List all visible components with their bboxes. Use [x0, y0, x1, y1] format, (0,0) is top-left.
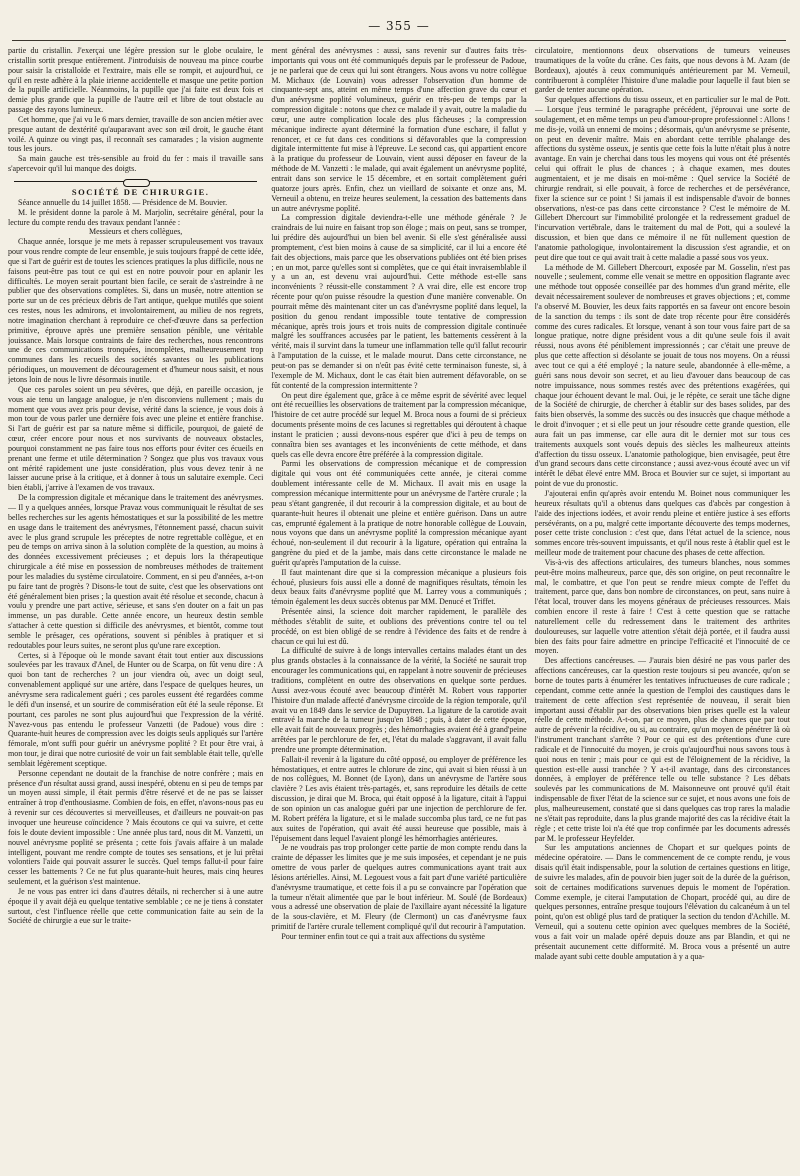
paragraph: Sur les amputations anciennes de Chopart et sur quelques points de médecine opératoire. — Dans le commencement de ce compte rendu, je vous disais qu'il était indispensable, pour la solution de certaines questions en litige, de suivre les malades, afin de pouvoir bien juger soit de la durée de la guérison, soit de certaines modifications survenues depuis le moment de l'opération. Comme exemple, je citerai l'amputation de Chopart, procédé qui, au dire de quelques personnes, entraîne presque toujours l'élévation du calcanéum à un tel point, qu'on est obligé plus tard de pratiquer la section du tendon d'Achille. M. Verneuil, qui a soutenu cette opinion avec quelques membres de la Société, vous a fait voir un malade opéré depuis douze ans par Blandin, et qui ne présentait aucunement cette difformité. M. Broca vous a présenté un autre malade ayant subi cette double amputation à y a qua-: [534, 843, 790, 961]
page-header: [12, 12, 786, 41]
session-line: Séance annuelle du 14 juillet 1858. — Présidence de M. Bouvier.: [18, 197, 228, 207]
page-number: — 355 —: [368, 19, 430, 33]
paragraph: La difficulté de suivre à de longs intervalles certains malades étant un des plus grands obstacles à la connaissance de la vérité, la Société ne saurait trop encourager les communications qui, en rappelant à notre souvenir de précieuses traditions, complètent en outre des observations en quelque sorte perdues. Aussi avez-vous écouté avec beaucoup d'intérêt M. Robert vous rapporter l'histoire d'un malade affecté d'anévrysme circoïde de la région temporale, qu'il avait vu en 1849 dans le service de Dupuytren. La ligature de la carotide avait entravé la marche de la tumeur jusqu'en 1848 ; puis, à dater de cette époque, elle avait fait de nouveaux progrès ; des hémorrhagies avaient été à grand'peine arrêtées par le perchlorure de fer, et, l'état du malade s'aggravant, il avait fallu prendre une prompte détermination.: [271, 646, 527, 754]
paragraph: Il faut maintenant dire que si la compression mécanique a plusieurs fois échoué, plusieurs fois aussi elle a donné de magnifiques résultats, témoin les deux beaux faits d'anévrysme poplité que M. Larrey vous a communiqués ; témoin également les deux succès obtenus par MM. Denucé et Triffet.: [271, 567, 527, 607]
section-title: SOCIÉTÉ DE CHIRURGIE.: [71, 186, 210, 197]
paragraph: M. le président donne la parole à M. Marjolin, secrétaire général, pour la lecture du compte rendu des travaux pendant l'année :: [8, 207, 264, 227]
column-2: [271, 46, 526, 1170]
paragraph: Chaque année, lorsque je me mets à repasser scrupuleusement vos travaux pour vous rendre compte de leur ensemble, je suis toujours frappé de cette idée, que si l'art de guérir est de toutes les sciences pratiques la plus difficile, nous ne faisons peut-être pas tout ce qui est en notre pouvoir pour en aplanir les difficultés. Le moyen serait pourtant bien facile, ce serait de s'astreindre à ne publier que des observations complètes. Si, dans un musée, notre attention se porte sur un de ces précieux débris de l'art antique, quelque mutilés que soient ces restes, nous les admirons, et involontairement, au milieu de nos regrets, notre imagination cherchant à reproduire ce chef-d'œuvre dans sa perfection primitive, éprouve après une première sensation pénible, une véritable jouissance. Mais lorsque contraints de faire des recherches, nous rencontrons une de ces communications tronquées, incomplètes, malheureusement trop communes dans les recueils des sociétés savantes ou les publications périodiques, un mouvement de découragement et d'humeur nous saisit, et nous jetons loin de nous le livre désormais inutile.: [8, 237, 264, 384]
paragraph: Que ces paroles soient un peu sévères, que déjà, en pareille occasion, je vous aie tenu un langage analogue, je n'en disconviens nullement ; mais du moment que vous avez pris pour devise, vérité dans la science, je vous dois à mon tour de vous parler une dernière fois avec une pleine et entière franchise. Si l'art de guérir est par sa nature même si difficile, pourquoi, de gaieté de cœur, créer encore pour nous et nos survivants de nouveaux obstacles, pourquoi constamment ne pas faire tous nos efforts pour éviter ces écueils en prenant une ferme et utile détermination ? Songez que plus vos travaux vous ont mérité rapidement une juste considération, plus vous devez tenir à ne laisser aucune prise à la critique, et à donner à tous un salutaire exemple. Ceci bien établi, j'arrive à l'examen de vos travaux.: [8, 384, 264, 493]
paragraph: Présentée ainsi, la science doit marcher rapidement, le parallèle des méthodes s'établit de suite, et oublions des préventions contre tel ou tel procédé, on est bien obligé de se rendre à l'évidence des faits et de rendre à chacun ce qui lui est dû.: [271, 607, 527, 646]
paragraph: partie du cristallin. J'exerçai une légère pression sur le globe oculaire, le cristallin sortit presque entièrement. J'introduisis de nouveau ma pince courbe pour saisir la cristalloïde et l'extraire, mais elle se rompit, et aujourd'hui, ce qu'il en reste adhère à la plaie irienne accidentelle et masque une petite portion de la pupille artificielle. Néanmoins, la pupille que j'ai faite est deux fois et demie plus grande que la pupille de l'autre œil et libre de tout obstacle au passage des rayons lumineux.: [8, 46, 264, 115]
paragraph: Certes, si à l'époque où le monde savant était tout entier aux discussions soulevées par les travaux d'Anel, de Hunter ou de Scarpa, on fût venu dire : A quoi bon tant de recherches ? un jour viendra où, avec un doigt seul, convenablement appliqué sur une artère, dans l'espace de quelques heures, un anévrysme sera radicalement guéri ; ces paroles eussent été regardées comme le défi d'un insensé, et un sourire de commisération eût été la seule réponse. Et pourtant, ces paroles ne sont plus aujourd'hui que l'expression de la vérité. N'avez-vous pas entendu le professeur Vanzetti (de Padoue) vous dire : Quarante-huit heures de compression avec les doigts seuls appliqués sur l'artère fémorale, m'ont suffi pour guérir un anévrysme poplité ? Et pour être vrai, à mon tour, je dirai que notre curiosité de voir un fait semblable était telle, qu'elle semblait légèrement sceptique.: [8, 650, 264, 768]
paragraph: ment général des anévrysmes : aussi, sans revenir sur d'autres faits très-importants qui vous ont été communiqués depuis par le professeur de Padoue, je ne parlerai que de ceux qui lui sont étrangers. Nous avons vu notre collègue M. Michaux (de Louvain) vous adresser l'observation d'un homme de cinquante-sept ans, atteint en même temps d'une affection grave du cœur et d'un anévrysme poplité volumineux, guérir en très-peu de temps par la compression digitale : notons que chez ce malade il y avait, outre la maladie du cœur, une autre complication locale des plus fâcheuses ; la compression mécanique indirecte ayant déterminé la formation d'une eschare, il fallut y renoncer, et ce fut dans ces conditions si défavorables que la compression digitale intermittente fut mise à l'épreuve. Le second cas, qui appartient encore à la pratique du professeur de Louvain, vient aussi déposer en faveur de la méthode de M. Vanzetti : le malade, qui avait également un anévrysme poplité, entrait dans son service le 15 décembre, et en sortait complètement guéri quatorze jours après. Enfin, chez un vieillard de soixante et onze ans, M. Verneuil a obtenu, en treize heures seulement, la cessation des battements dans un autre anévrysme poplité.: [271, 46, 527, 213]
paragraph: La compression digitale deviendra-t-elle une méthode générale ? Je craindrais de lui nuire en faisant trop son éloge ; mais on peut, sans se tromper, lui prédire dès aujourd'hui un bien bel avenir. Si elle s'est généralisée aussi promptement, c'est bien moins à cause de sa simplicité, car il lui a encore été fait des objections, mais parce que les observations publiées ont été bien prises ; en un mot, parce qu'elles sont si complètes, que ce qui était invraisemblable il y a un an, est devenu vrai aujourd'hui. Cette méthode est-elle sans inconvénients ? réussit-elle constamment ? A vrai dire, elle est encore trop récente pour qu'on puisse résoudre la question d'une manière convenable. On pourrait même dès maintenant citer un cas d'anévrysme poplité dans lequel, la position du genou rendant impossible toute tentative de compression mécanique, après trois jours et trois nuits de compression digitale continuée malgré les souffrances accusées par le patient, les battements cessèrent à la vérité, mais il survint dans la tumeur une inflammation telle qu'il fallut recourir à l'amputation de la cuisse, et le malade mourut. Dans cette circonstance, ne peut-on pas se demander si on n'eût pas évité cette terminaison funeste, si, à l'exemple de M. Michaux, dont le cas était bien autrement défavorable, on se fût contenté de la compression intermittente ?: [271, 213, 527, 390]
column-1: [8, 46, 263, 1170]
text-columns: [8, 46, 790, 1170]
paragraph: Vis-à-vis des affections articulaires, des tumeurs blanches, nous sommes peut-être moins malheureux, parce que, dès son origine, on peut reconnaître le mal, le combattre, et que l'on peut se rendre mieux compte de l'effet du traitement, parce que, dans bon nombre de circonstances, on peut, sans nuire à l'état local, trouver dans les moyens généraux de précieuses ressources. Mais combien encore il reste à faire ! C'est à cette question que se rattache naturellement celle du redressement dans le traitement des arthrites douloureuses, sur laquelle votre attention s'était déjà portée, et il faudra aussi bien des faits pour faire admettre en principe l'efficacité et l'innocuité de ce moyen.: [534, 557, 790, 656]
paragraph: La méthode de M. Gillebert Dhercourt, exposée par M. Gosselin, n'est pas nouvelle ; seulement, comme elle venait se mettre en opposition flagrante avec une méthode tout opposée conseillée par des hommes d'un grand mérite, elle devait nécessairement soulever de nombreuses et graves objections ; et, comme l'a observé M. Bouvier, les deux faits rapportés en sa faveur ont encore besoin de la sanction du temps : ils sont de date trop récente pour être considérés comme des cures radicales. Et lorsque, venant à son tour vous faire part de sa longue pratique, notre digne président vous a dit qu'une seule fois il avait réussi, nous avons été péniblement impressionnés ; car c'était une preuve de plus que cette affection si désolante se jouait de tous nos moyens. On a réussi avec tout ce qui a été employé ; la nature seule, abandonnée à elle-même, a guéri sans nous devoir son secret, et au lieu d'avouer dans beaucoup de cas notre impuissance, nous sommes restés avec des prétentions exagérées, qui chaque jour échouent devant le mal. Oui, je le répète, ce serait une tâche digne de la Société de chirurgie, de chercher à établir sur des bases solides, par des faits bien observés, la somme des succès ou des insuccès que chaque méthode a le droit d'invoquer ; et si elle peut un jour résoudre cette grande question, elle aura fait un pas immense, car elle aura dit le dernier mot sur tous ces traitements auxquels sont voués depuis des siècles les malheureux atteints d'affection du tissu osseux. L'anatomie pathologique, bien envisagée, peut être d'un grand secours dans cette circonstance ; aussi avez-vous écouté avec un vif intérêt le débat élevé entre MM. Broca et Bouvier sur ce sujet, si important au point de vue du pronostic.: [534, 262, 790, 489]
paragraph: J'ajouterai enfin qu'après avoir entendu M. Boinet nous communiquer les heureux résultats qu'il a obtenus dans quelques cas d'abcès par congestion à l'aide des injections iodées, et avoir rendu pleine et entière justice à ses efforts persévérants, on a pu, malgré cette importante découverte des temps modernes, poser cette triste conclusion : c'est que, dans l'état actuel de la science, nous sommes encore très-souvent impuissants, et qu'il nous reste à établir quel est le meilleur mode de traitement pour chacune des phases de cette affection.: [534, 488, 790, 558]
paragraph: Sa main gauche est très-sensible au froid du fer : mais il travaille sans s'apercevoir qu'il lui manque des doigts.: [8, 154, 264, 174]
paragraph: Je ne voudrais pas trop prolonger cette partie de mon compte rendu dans la crainte de dépasser les limites que je me suis imposées, et cependant je ne puis omettre de vous parler de quelques autres communications ayant trait aux lésions artérielles. Ainsi, M. Legouest vous a fait part d'une variété particulière d'anévrysme traumatique, et cette fois il a pu se convaincre par l'opération que la tumeur n'était alimentée que par le bout inférieur. M. Soulé (de Bordeaux) vous a adressé une observation de plaie de l'axillaire ayant nécessité la ligature de la sous-clavière, et M. Fleury (de Clermont) un cas d'anévrysme faux primitif de l'artère crurale tellement compliqué qu'il dut recourir à l'amputation.: [271, 843, 527, 932]
paragraph: Je ne vous pas entrer ici dans d'autres détails, ni rechercher si à une autre époque il y avait déjà eu quelque tentative semblable ; ce ne je tiens à constater surtout, c'est l'influence réelle que cette communication faite au sein de la Société de chirurgie a eue sur le traite-: [8, 886, 264, 926]
paragraph: Parmi les observations de compression mécanique et de compression digitale qui vous ont été communiquées cette année, je citerai comme doublement intéressante celle de M. Michaux. Il avait mis en usage la compression mécanique intermittente pour un anévrysme de l'artère crurale ; la peau s'étant gangrenée, il dut recourir à la compression digitale, et au bout de quarante-huit heures il obtenait une pleine et entière guérison. Dans un autre cas, emprunté également à la pratique de notre honorable collègue de Louvain, nous voyons que dans un anévrysme poplité la compression mécanique ayant échoué, non-seulement il dut recourir à la ligature, opération qui entraîna la gangrène du pied et de la jambe, mais dans cette circonstance le malade ne guérit qu'après l'amputation de la cuisse.: [271, 459, 527, 567]
paragraph: Des affections cancéreuses. — J'aurais bien désiré ne pas vous parler des affections cancéreuses, car la question reste toujours si peu avancée, qu'on se borne de toutes parts à énumérer les tentatives infructueuses de cure radicale ; cependant, comme cette année la question de l'emploi des caustiques dans le traitement de cette affection s'est représentée de nouveau, il serait bien important aussi d'établir par des observations bien prises quelle est la valeur réelle de cette méthode. A-t-on, par ce moyen, plus de chances que par tout autre de prévenir la récidive, ou si, au contraire, qu'un moyen de pénétrer là où l'instrument tranchant s'arrête ? Pour ce qui est des prétentions d'une cure radicale et de l'innocuité du moyen, je crois qu'aujourd'hui nous savons tous à quoi nous en tenir ; mais pour ce qui est de l'éloignement de la récidive, la question est-elle aussi tranchée ? Y a-t-il avantage, dans des circonstances données, à employer de préférence telle ou telle substance ? Les débats soulevés par les communications de M. Maisonneuve ont prouvé qu'il était indispensable de fixer l'état de la science sur ce sujet, et nous avons une fois de plus, malheureusement, constaté que si dans quelques cas trop rares la maladie ne s'était pas reproduite, dans la plus grande majorité des cas la récidive était la règle ; et cette triste loi n'a été que trop confirmée par les documents adressés par M. le professeur Heyfelder.: [534, 656, 790, 843]
paragraph: On peut dire également que, grâce à ce même esprit de sévérité avec lequel ont été recueillies les observations de traitement par la compression mécanique, l'histoire de cet autre procédé sur lequel M. Broca nous a fourni de si précieux documents présente moins de ces lacunes si regrettables qui déroutent à chaque instant le praticien ; aussi devons-nous espérer que d'ici à peu de temps on connaîtra bien ses avantages et les inconvénients de cette méthode, et dans quels cas elle devra encore être préférée à la compression digitale.: [271, 390, 527, 459]
section-divider: [14, 178, 257, 186]
paragraph: Cet homme, que j'ai vu le 6 mars dernier, travaille de son ancien métier avec presque autant de dextérité qu'auparavant avec son œil droit, le gauche étant voilé. A quinze ou vingt pas, il reconnaît ses camarades ; la vision augmente tous les jours.: [8, 114, 264, 154]
paragraph: Personne cependant ne doutait de la franchise de notre confrère ; mais en présence d'un résultat aussi grand, aussi inespéré, obtenu en si peu de temps par un moyen aussi simple, il était permis d'être réservé et de ne pas se laisser entraîner à trop d'enthousiasme. Combien de fois, en effet, n'avons-nous pas eu à revenir sur ces découvertes si merveilleuses, et d'ailleurs ne pouvait-on pas invoquer une heureuse coïncidence ? Mais écoutons ce qui va suivre, et cette fois le doute devient impossible : Une année plus tard, nous dit M. Vanzetti, un nouvel anévrysme poplité se présenta ; cette fois j'avais affaire à un malade intelligent, pouvant me rendre compte de toutes ses sensations, et je lui prêtai volontiers l'aide qui pouvait assurer le succès. Quel temps fallut-il pour faire cesser les battements ? Ce ne fut plus quarante-huit heures, mais cinq heures seulement, et la guérison s'est maintenue.: [8, 768, 264, 887]
salutation: Messieurs et chers collègues,: [89, 227, 183, 237]
paragraph: Pour terminer enfin tout ce qui a trait aux affections du système: [281, 931, 485, 941]
paragraph: Sur quelques affections du tissu osseux, et en particulier sur le mal de Pott. — Lorsque j'eus terminé le paragraphe précédent, j'éprouvai une sorte de soulagement, et en même temps un peu d'amour-propre professionnel : Allons ! me dis-je, voilà un ennemi de moins ; désormais, qu'un anévrysme se présente, on peut en devenir maître. Mais en abordant cette terrible phalange des affections du système osseux, je sentis que cette fois la lutte n'était plus à notre avantage. En vain je cherchai dans tous les moyens qui vous ont été présentés celui qui offrait le plus de chances ; à chaque examen, mes doutes augmentaient, et je me disais en moi-même : Quel service la Société de chirurgie rendrait, si elle pouvait, à force de recherches et de persévérance, fixer la science sur ce point ! Si jamais il est indispensable d'avoir de bonnes observations, n'est-ce pas dans cette circonstance ? C'est le mémoire de M. Gillebert Dhercourt sur l'immobilité prolongée et la redressement graduel de l'incurvation vertébrale, dans le traitement du mal de Pott, qui a soulevé la discussion, et bien que dans ce mémoire il ne fût nullement question de l'anatomie pathologique, involontairement la discussion s'est agrandie, et on peut dire que tout ce qui avait trait à cette maladie a passé sous vos yeux.: [534, 95, 790, 262]
paragraph: De la compression digitale et mécanique dans le traitement des anévrysmes. — Il y a quelques années, lorsque Pravaz vous communiquait le résultat de ses belles recherches sur les agents hémostatiques et sur la possibilité de les mettre en usage dans le traitement des anévrysmes, l'étonnement passé, chacun suivit avec le plus grand scrupule les préceptes de notre regrettable collègue, et en peu de temps on arriva sinon à la solution complète de la question, au moins à des données excessivement précieuses ; et depuis lors la thérapeutique chirurgicale a été mise en possession de nombreuses méthodes de traitement pour les maladies du système circulatoire. Comment, en si peu d'années, a-t-on pu faire tant de progrès ? Disons-le tout de suite, c'est que les observations ont été généralement bien prises ; la question avait été résolue et seconde, chacun à voulu y prendre une part active, sérieuse, et sans s'en douter on a fait un pas immense, un pas durable. Cette année encore, un heureux destin semble s'attacher à cette question si difficile des anévrysmes, et bientôt, comme tout semble le présager, ces opérations, souvent si pénibles à pratiquer et si redoutables pour leurs suites, ne seront plus qu'une rare exception.: [8, 493, 264, 650]
column-3: [535, 46, 790, 1170]
paragraph: circulatoire, mentionnons deux observations de tumeurs veineuses traumatiques de la voûte du crâne. Ces faits, que nous devons à M. Azam (de Bordeaux), ajoutés à ceux communiqués antérieurement par M. Verneuil, contribueront à compléter l'histoire d'une maladie pour laquelle il faut bien se garder de tenter aucune opération.: [534, 46, 790, 95]
paragraph: Fallait-il revenir à la ligature du côté opposé, ou employer de préférence les hémostatiques, et entre autres le chlorure de zinc, qui avait si bien réussi à un de nos collègues, M. Bonnet (de Lyon), dans un anévrysme de l'artère sous clavière ? Les avis étaient très-partagés, et, sans reproduire les détails de cette discussion, je dirai que M. Broca, qui était opposé à la ligature, citait à l'appui de son opinion un cas analogue guéri par une injection de perchlorure de fer. M. Robert préféra la ligature, et si le malade succomba plus tard, ce ne fut pas aux suites de l'opération, qui avait été aussi heureuse que possible, mais à l'épuisement dans lequel l'avaient plongé les hémorrhagies antérieures.: [271, 754, 527, 843]
